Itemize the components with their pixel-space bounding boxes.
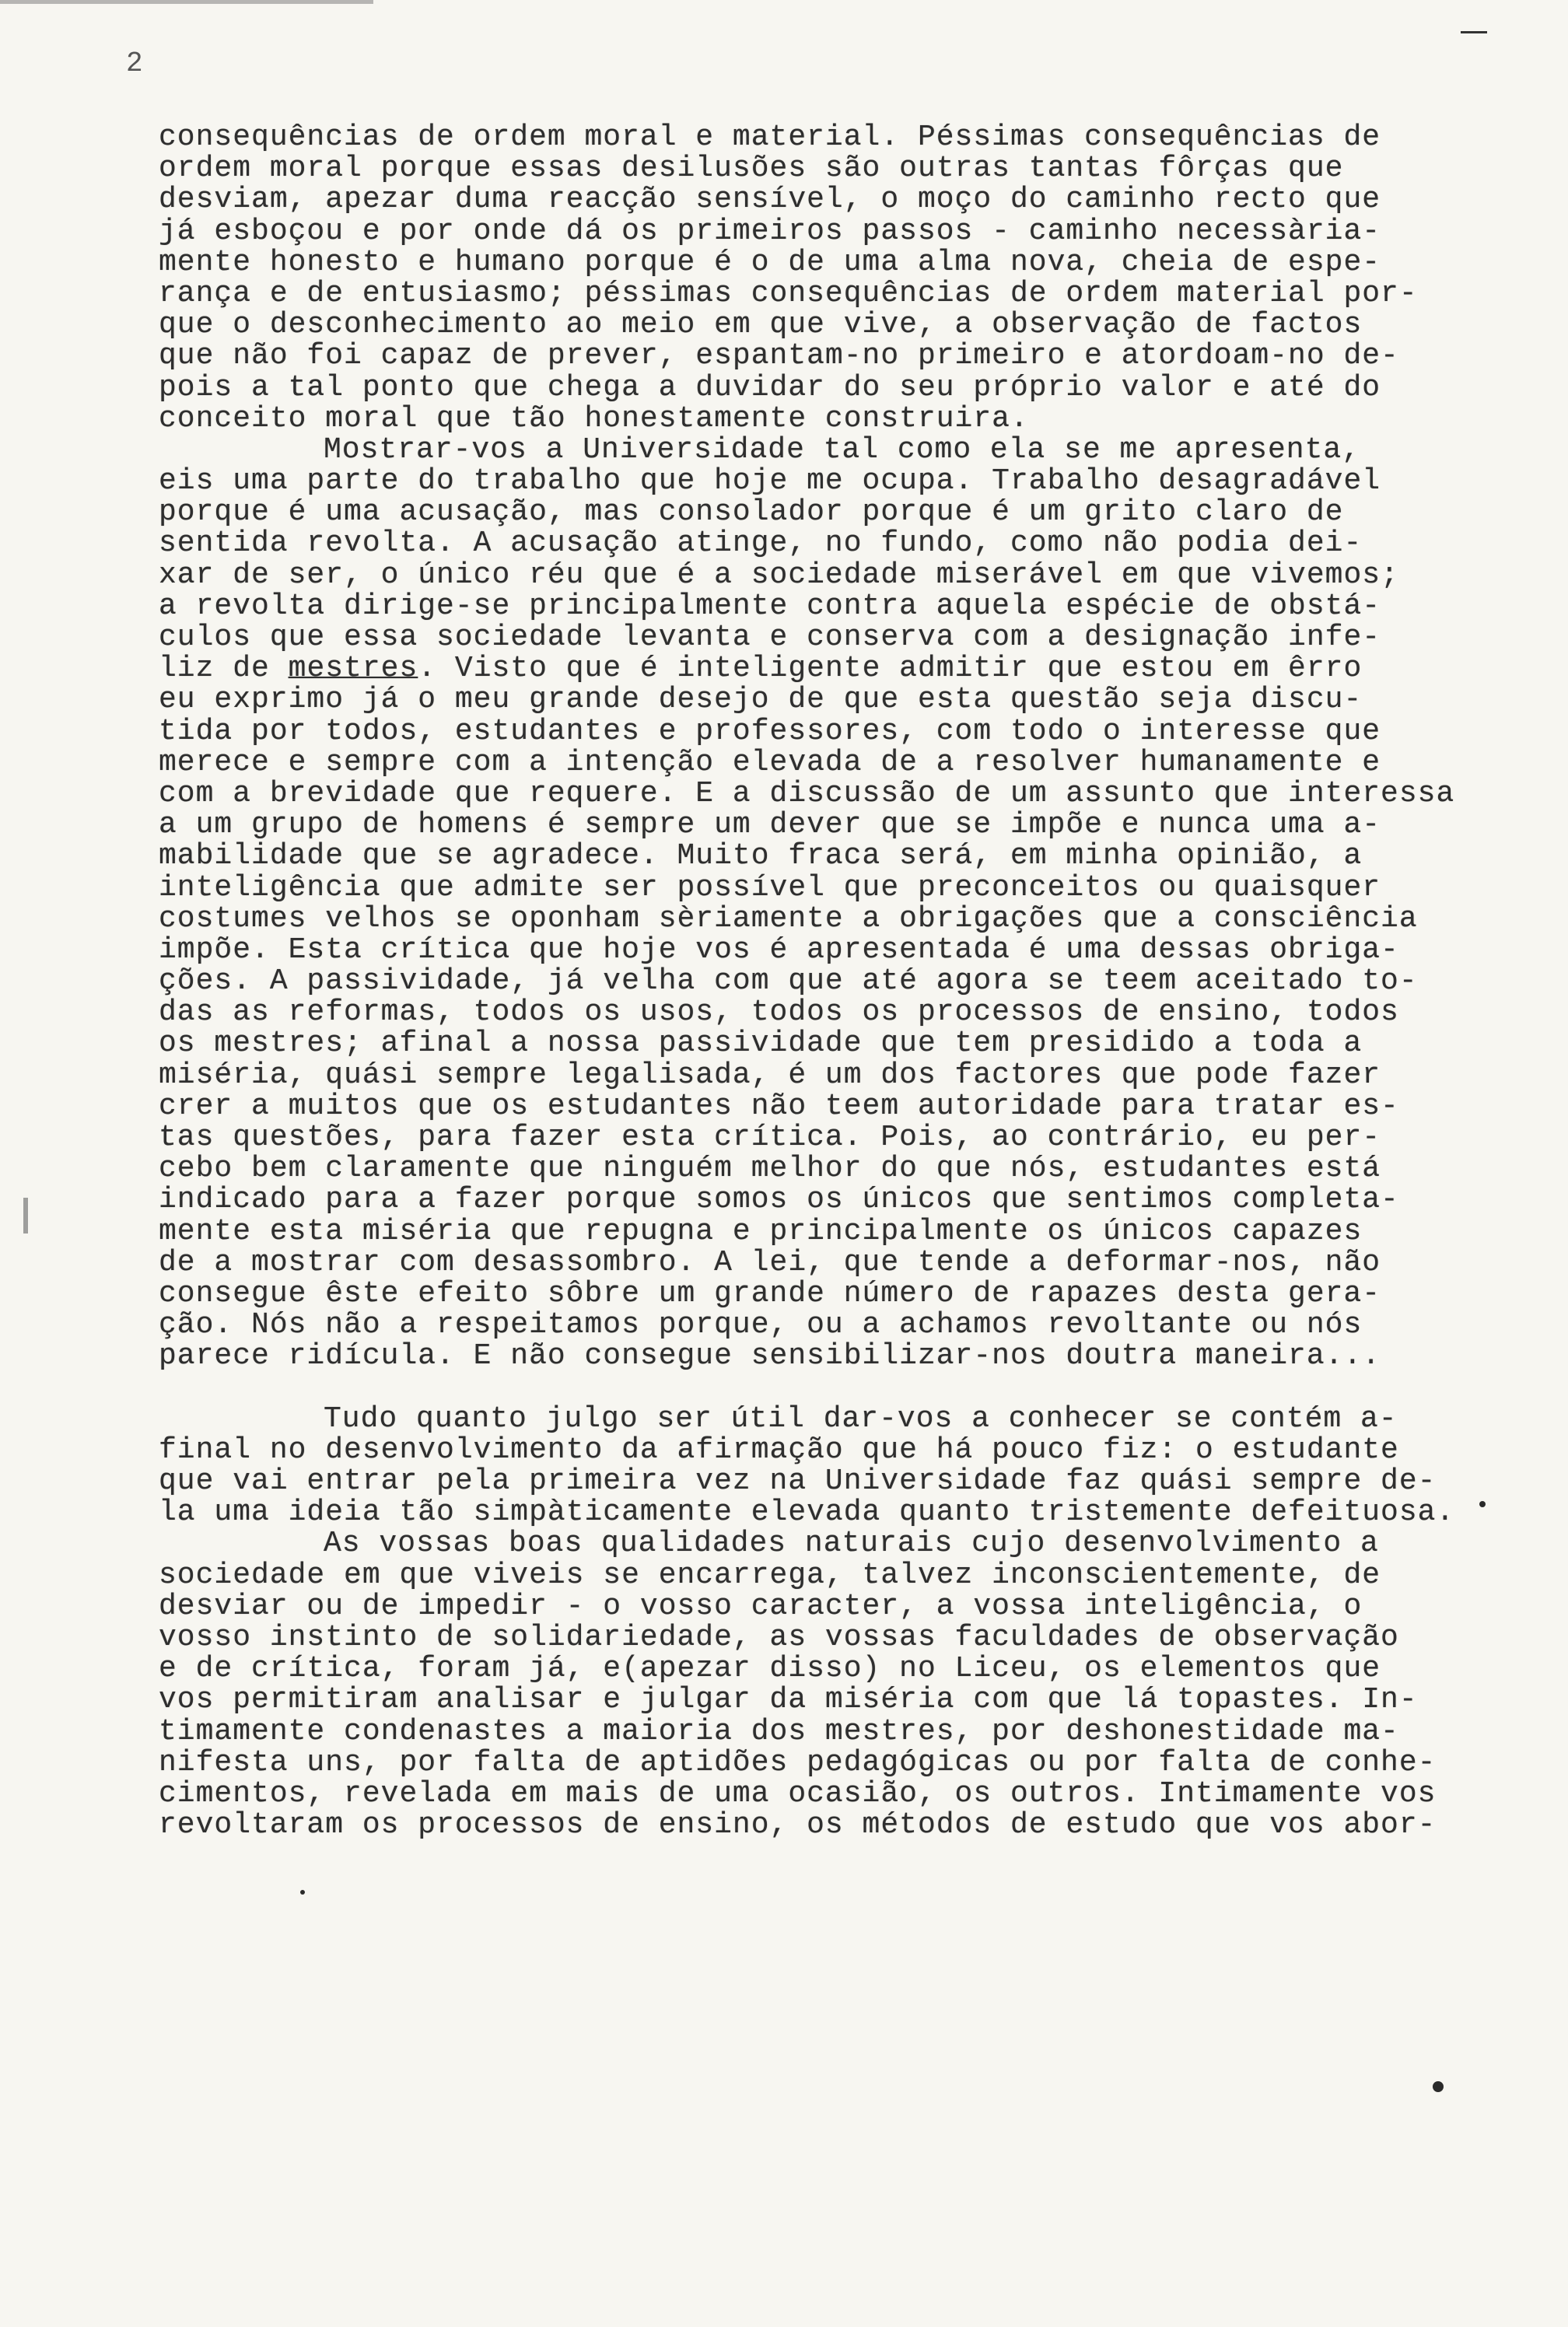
text-line: nifesta uns, por falta de aptidões pedagógicas ou por falta de conhe-: [159, 1745, 1437, 1779]
text-segment: . Visto que é inteligente admitir que estou em êrro: [418, 652, 1363, 686]
underlined-word: mestres: [288, 652, 418, 686]
text-line: rança e de entusiasmo; péssimas consequências de ordem material por-: [159, 276, 1418, 310]
text-line: com a brevidade que requere. E a discussão de um assunto que interessa: [159, 776, 1455, 810]
text-line: ções. A passividade, já velha com que até agora se teem aceitado to-: [159, 964, 1418, 999]
text-line: eu exprimo já o meu grande desejo de que esta questão seja discu-: [159, 683, 1363, 717]
text-line: das as reformas, todos os usos, todos os processos de ensino, todos: [159, 996, 1399, 1030]
text-line: e de crítica, foram já, e(apezar disso) no Liceu, os elementos que: [159, 1652, 1381, 1686]
text-line: la uma ideia tão simpàticamente elevada quanto tristemente defeituosa.: [159, 1496, 1455, 1530]
text-line: a um grupo de homens é sempre um dever que se impõe e nunca uma a-: [159, 808, 1381, 842]
text-line: que vai entrar pela primeira vez na Universidade faz quási sempre de-: [159, 1464, 1437, 1499]
paragraph-gap: [159, 1373, 1551, 1404]
paragraph: [159, 1401, 1551, 1530]
text-line: pois a tal ponto que chega a duvidar do seu próprio valor e até do: [159, 370, 1381, 404]
text-line: tida por todos, estudantes e professores, com todo o interesse que: [159, 714, 1381, 748]
text-line: xar de ser, o único réu que é a sociedade miserável em que vivemos;: [159, 558, 1399, 592]
text-line: mente honesto e humano porque é o de uma alma nova, cheia de espe-: [159, 245, 1381, 279]
document-body: [159, 122, 1551, 1841]
text-line: tas questões, para fazer esta crítica. Pois, ao contrário, eu per-: [159, 1121, 1381, 1154]
text-line: costumes velhos se oponham sèriamente a obrigações que a consciência: [159, 901, 1418, 936]
text-line: os mestres; afinal a nossa passividade que tem presidido a toda a: [159, 1027, 1363, 1061]
text-line: cebo bem claramente que ninguém melhor do que nós, estudantes está: [159, 1152, 1381, 1186]
text-line: revoltaram os processos de ensino, os métodos de estudo que vos abor-: [159, 1808, 1437, 1842]
ink-speck: [300, 1890, 305, 1895]
text-line: sociedade em que viveis se encarrega, talvez inconscientemente, de: [159, 1558, 1381, 1592]
text-line: já esboçou e por onde dá os primeiros passos - caminho necessària-: [159, 214, 1381, 248]
scan-edge-mark: [23, 1198, 28, 1233]
text-line: desviam, apezar duma reacção sensível, o moço do caminho recto que: [159, 183, 1381, 217]
text-line: porque é uma acusação, mas consolador porque é um grito claro de: [159, 495, 1344, 530]
ink-speck: [1433, 2081, 1444, 2092]
text-line: desviar ou de impedir - o vosso caracter, a vossa inteligência, o: [159, 1589, 1363, 1623]
text-line: [159, 653, 1551, 684]
paragraph: [159, 1528, 1551, 1841]
text-line: vos permitiram analisar e julgar da miséria com que lá topastes. In-: [159, 1683, 1418, 1717]
text-line: parece ridícula. E não consegue sensibilizar-nos doutra maneira...: [159, 1339, 1381, 1373]
text-line: impõe. Esta crítica que hoje vos é apresentada é uma dessas obriga-: [159, 933, 1399, 967]
ink-dash-mark: [1461, 31, 1487, 33]
text-line: eis uma parte do trabalho que hoje me ocupa. Trabalho desagradável: [159, 464, 1381, 499]
text-line: vosso instinto de solidariedade, as vossas faculdades de observação: [159, 1621, 1399, 1654]
paragraph: [159, 432, 1551, 1373]
paragraph: [159, 122, 1551, 435]
text-line: culos que essa sociedade levanta e conserva com a designação infe-: [159, 621, 1381, 654]
text-line: Tudo quanto julgo ser útil dar-vos a conhecer se contém a-: [324, 1401, 1398, 1436]
text-line: de a mostrar com desassombro. A lei, que tende a deformar-nos, não: [159, 1245, 1381, 1279]
text-line: final no desenvolvimento da afirmação que há pouco fiz: o estudante: [159, 1433, 1399, 1467]
text-line: mente esta miséria que repugna e principalmente os únicos capazes: [159, 1214, 1363, 1248]
text-line: ção. Nós não a respeitamos porque, ou a achamos revoltante ou nós: [159, 1308, 1363, 1342]
text-line: As vossas boas qualidades naturais cujo desenvolvimento a: [324, 1527, 1379, 1561]
text-line: timamente condenastes a maioria dos mestres, por deshonestidade ma-: [159, 1714, 1399, 1748]
page-number: 2: [126, 47, 143, 79]
text-line: a revolta dirige-se principalmente contra aquela espécie de obstá-: [159, 589, 1381, 623]
text-line: sentida revolta. A acusação atinge, no fundo, como não podia dei-: [159, 527, 1363, 561]
text-line: Mostrar-vos a Universidade tal como ela se me apresenta,: [324, 432, 1361, 467]
text-line: indicado para a fazer porque somos os únicos que sentimos completa-: [159, 1183, 1399, 1217]
text-line: consegue êste efeito sôbre um grande número de rapazes desta gera-: [159, 1276, 1381, 1310]
text-line: que o desconhecimento ao meio em que vive, a observação de factos: [159, 308, 1363, 342]
scan-edge-mark: [0, 0, 373, 4]
text-line: que não foi capaz de prever, espantam-no primeiro e atordoam-no de-: [159, 339, 1399, 373]
text-line: merece e sempre com a intenção elevada de a resolver humanamente e: [159, 745, 1381, 779]
text-line: cimentos, revelada em mais de uma ocasião, os outros. Intimamente vos: [159, 1776, 1437, 1811]
text-line: consequências de ordem moral e material. Péssimas consequências de: [159, 121, 1381, 154]
text-line: crer a muitos que os estudantes não teem autoridade para tratar es-: [159, 1089, 1399, 1123]
text-line: miséria, quási sempre legalisada, é um dos factores que pode fazer: [159, 1058, 1381, 1092]
text-segment: liz de: [159, 652, 289, 686]
text-line: ordem moral porque essas desilusões são outras tantas fôrças que: [159, 152, 1344, 186]
text-line: mabilidade que se agradece. Muito fraca será, em minha opinião, a: [159, 839, 1363, 873]
text-line: inteligência que admite ser possível que preconceitos ou quaisquer: [159, 870, 1381, 905]
text-line: conceito moral que tão honestamente construira.: [159, 401, 1029, 436]
